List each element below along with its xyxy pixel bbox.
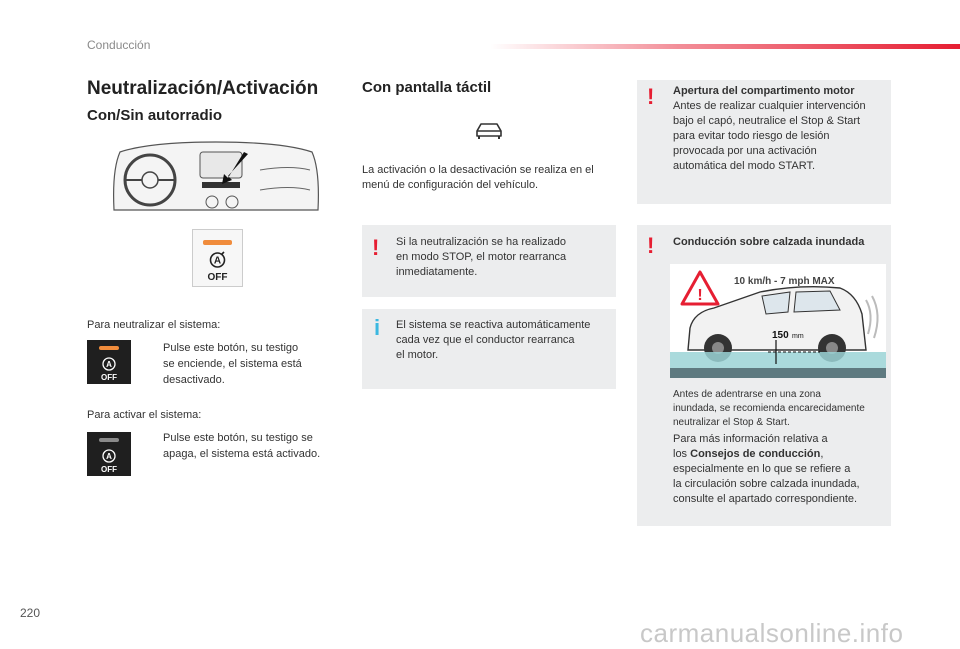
flooded-road-title: Conducción sobre calzada inundada: [673, 236, 865, 248]
flooded-road-advice: Antes de adentrarse en una zona inundada, se recomienda encarecidamente neutralizar el Stop & Start.: [673, 389, 865, 428]
svg-text:10 km/h - 7 mph MAX: 10 km/h - 7 mph MAX: [734, 276, 835, 287]
stop-start-button-on: [87, 340, 131, 384]
stop-start-button-off: [87, 432, 131, 476]
touchscreen-description: La activación o la desactivación se realiza en el menú de configuración del vehículo.: [362, 164, 594, 191]
orange-led-icon: [203, 240, 232, 245]
driving-tips-link-text: Consejos de conducción: [690, 448, 821, 460]
dashboard-illustration: [110, 140, 322, 222]
flooded-road-illustration: [670, 264, 886, 378]
stop-start-button-large: [192, 229, 243, 287]
led-off-icon: [99, 438, 119, 442]
svg-text:!: !: [697, 287, 703, 304]
warning-icon: !: [647, 233, 655, 258]
watermark: carmanualsonline.info: [640, 618, 904, 648]
svg-text:OFF: OFF: [207, 272, 228, 283]
svg-text:A: A: [213, 255, 222, 267]
section-title: Conducción: [87, 38, 151, 52]
activate-intro: Para activar el sistema:: [87, 409, 202, 421]
warning-box-engine-bay: ! Apertura del compartimento motor Antes de realizar cualquier intervención bajo el capó, neutralice el Stop & Start para evitar todo riesgo de lesión provocada por una activación automática del modo START.: [637, 80, 891, 204]
neutralize-step: Pulse este botón, su testigo se enciende, el sistema está desactivado.: [163, 342, 302, 386]
svg-text:A: A: [106, 452, 112, 461]
page-number: 220: [20, 606, 41, 620]
flooded-road-reference: Para más información relativa a los Consejos de conducción, especialmente en lo que se refiere a la circulación sobre calzada inundada, consulte el apartado correspondiente.: [673, 433, 860, 505]
header-rule: [490, 44, 960, 49]
car-icon: [474, 120, 504, 142]
neutralize-intro: Para neutralizar el sistema:: [87, 319, 221, 331]
led-on-icon: [99, 346, 119, 350]
svg-text:mm: mm: [792, 333, 804, 340]
warning-box-restart: ! Si la neutralización se ha realizado en modo STOP, el motor rearranca inmediatamente.: [362, 225, 616, 297]
subtitle-radio: Con/Sin autorradio: [87, 107, 222, 124]
info-icon: i: [374, 315, 381, 340]
svg-text:150: 150: [772, 330, 789, 341]
warning-icon: !: [372, 235, 380, 260]
warning-icon: !: [647, 84, 655, 109]
subtitle-touchscreen: Con pantalla táctil: [362, 79, 492, 96]
svg-text:A: A: [106, 360, 112, 369]
page-title: Neutralización/Activación: [87, 78, 319, 99]
svg-text:OFF: OFF: [101, 373, 117, 382]
activate-step: Pulse este botón, su testigo se apaga, el sistema está activado.: [163, 432, 321, 460]
info-box-reactivation: i El sistema se reactiva automáticamente cada vez que el conductor rearranca el motor.: [362, 309, 616, 389]
svg-text:OFF: OFF: [101, 465, 117, 474]
